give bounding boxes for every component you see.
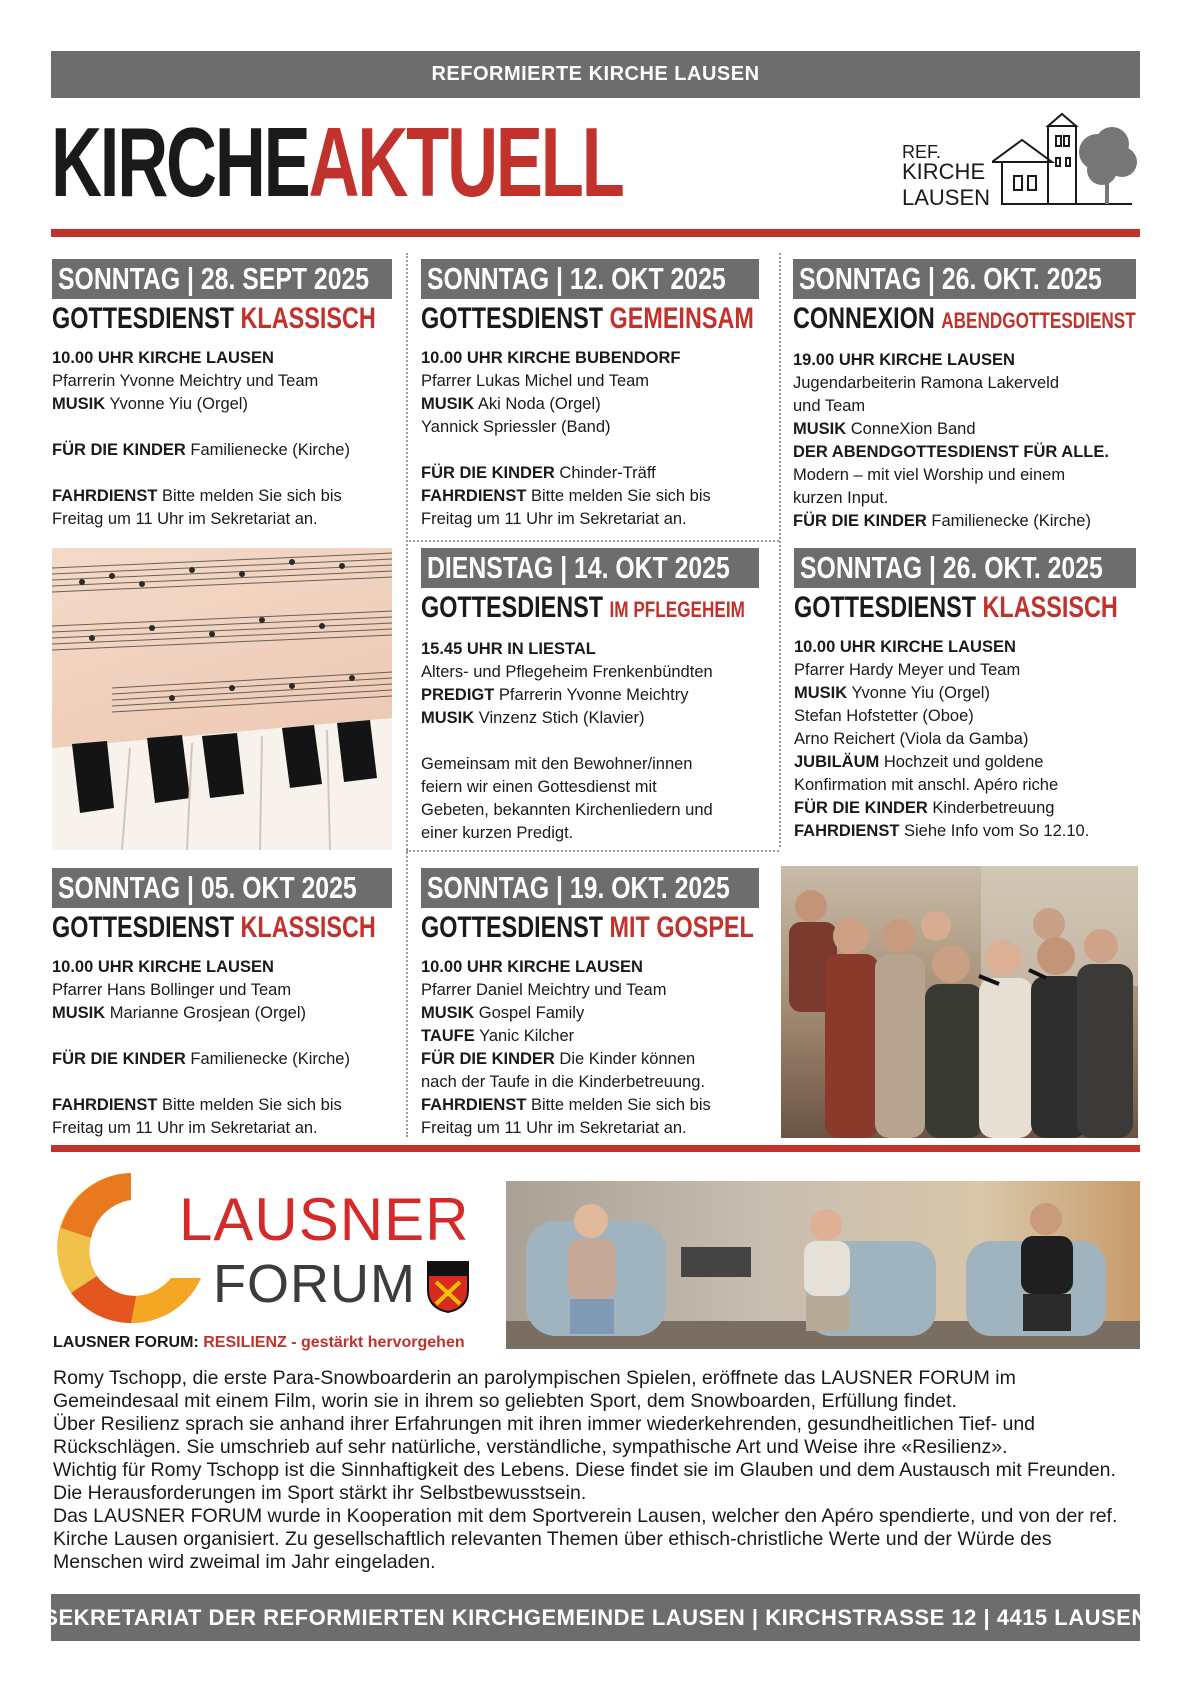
event-detail-text: Yanic Kilcher (474, 1027, 575, 1045)
event-detail-text: nach der Taufe in die Kinderbetreuung. (421, 1073, 706, 1091)
event-detail-line (52, 1048, 392, 1071)
event-detail-text: Modern – mit viel Worship und einem (793, 466, 1066, 484)
event-details (52, 956, 392, 1140)
event-detail-line (52, 1117, 392, 1140)
event-detail-line (794, 774, 1136, 797)
row-divider-lower (406, 850, 779, 852)
event-detail-line (52, 1002, 392, 1025)
event-title: GOTTESDIENST GEMEINSAM (421, 302, 754, 335)
event-detail-text: Arno Reichert (Viola da Gamba) (794, 730, 1029, 748)
event-detail-text: Bitte melden Sie sich bis (526, 1096, 711, 1114)
event-date: SONNTAG | 28. SEPT 2025 (52, 259, 392, 299)
event-detail-text: Marianne Grosjean (Orgel) (105, 1004, 306, 1022)
event-detail-line (794, 728, 1136, 751)
event-detail-text: Gebeten, bekannten Kirchenliedern und (421, 801, 713, 819)
event-detail-label: MUSIK (421, 709, 475, 727)
event-detail-text: Freitag um 11 Uhr im Sekretariat an. (421, 1119, 687, 1137)
event-detail-line (421, 776, 759, 799)
event-detail-line (421, 753, 759, 776)
title-part-kirche: KIRCHE (51, 107, 309, 217)
event-detail-label: 10.00 UHR KIRCHE LAUSEN (52, 349, 274, 367)
event-detail-text: Pfarrer Lukas Michel und Team (421, 372, 650, 390)
event-detail-text: Pfarrerin Yvonne Meichtry (494, 686, 689, 704)
event-detail-label: 10.00 UHR KIRCHE LAUSEN (794, 638, 1016, 656)
event-detail-label: FAHRDIENST (421, 1096, 527, 1114)
event-detail-label: MUSIK (794, 684, 848, 702)
event-title: GOTTESDIENST IM PFLEGEHEIM (421, 591, 745, 624)
event-date: SONNTAG | 19. OKT. 2025 (421, 868, 759, 908)
event-detail-label: FÜR DIE KINDER (52, 1050, 186, 1068)
event-detail-label: 10.00 UHR KIRCHE LAUSEN (52, 958, 274, 976)
event-detail-line (793, 441, 1136, 464)
header-banner (51, 51, 1140, 98)
event-detail-line (794, 797, 1136, 820)
event-date: SONNTAG | 05. OKT 2025 (52, 868, 392, 908)
event-detail-label: FAHRDIENST (794, 822, 900, 840)
event-detail-text: Pfarrer Daniel Meichtry und Team (421, 981, 667, 999)
event-detail-line (421, 799, 759, 822)
event-detail-label: PREDIGT (421, 686, 495, 704)
event-detail-text: Pfarrer Hans Bollinger und Team (52, 981, 292, 999)
event-detail-label: 10.00 UHR KIRCHE LAUSEN (421, 958, 643, 976)
event-details (793, 349, 1136, 533)
page-title (51, 107, 623, 217)
event-detail-label: FÜR DIE KINDER (52, 441, 186, 459)
event-detail-line (421, 638, 759, 661)
event-detail-line (421, 1094, 759, 1117)
event-card (421, 868, 759, 1140)
event-title: CONNEXION ABENDGOTTESDIENST (793, 302, 1136, 335)
event-detail-text: Yannick Spriessler (Band) (421, 418, 611, 436)
event-detail-line (421, 1048, 759, 1071)
piano-sheet-music-photo (52, 548, 392, 850)
event-detail-line (52, 956, 392, 979)
event-detail-line (52, 979, 392, 1002)
event-date: SONNTAG | 12. OKT 2025 (421, 259, 759, 299)
event-detail-text: Gospel Family (474, 1004, 585, 1022)
event-detail-line (52, 416, 392, 439)
event-card (794, 548, 1136, 843)
event-detail-line (421, 956, 759, 979)
event-detail-label: FAHRDIENST (52, 1096, 158, 1114)
event-detail-label: FÜR DIE KINDER (421, 1050, 555, 1068)
event-detail-line (421, 508, 759, 531)
event-detail-line (52, 485, 392, 508)
event-card (421, 548, 759, 845)
event-detail-line (794, 682, 1136, 705)
event-detail-line (794, 820, 1136, 843)
event-detail-label: FAHRDIENST (52, 487, 158, 505)
event-detail-line (52, 1071, 392, 1094)
event-detail-text: Die Kinder können (554, 1050, 696, 1068)
event-detail-text: Freitag um 11 Uhr im Sekretariat an. (52, 1119, 318, 1137)
event-detail-label: DER ABENDGOTTESDIENST FÜR ALLE. (793, 443, 1109, 461)
row-divider-middle (406, 540, 779, 542)
event-detail-label: MUSIK (52, 395, 106, 413)
event-detail-label: TAUFE (421, 1027, 475, 1045)
event-detail-line (794, 705, 1136, 728)
column-divider-left (406, 253, 408, 1137)
footer-banner (43, 1594, 1148, 1641)
event-detail-label: 19.00 UHR KIRCHE LAUSEN (793, 351, 1015, 369)
event-detail-text: Pfarrer Hardy Meyer und Team (794, 661, 1021, 679)
event-detail-line (421, 485, 759, 508)
event-card (52, 868, 392, 1140)
lausner-forum-logo (51, 1168, 481, 1328)
gospel-choir-photo (781, 866, 1138, 1138)
event-detail-line (421, 370, 759, 393)
event-detail-line (421, 462, 759, 485)
event-detail-text: Chinder-Träff (554, 464, 656, 482)
event-detail-line (794, 636, 1136, 659)
event-detail-text: Familienecke (Kirche) (185, 1050, 350, 1068)
event-detail-line (421, 822, 759, 845)
event-detail-line (793, 418, 1136, 441)
event-detail-line (421, 1002, 759, 1025)
event-detail-label: 15.45 UHR IN LIESTAL (421, 640, 596, 658)
event-date: SONNTAG | 26. OKT. 2025 (794, 548, 1136, 588)
event-detail-label: FÜR DIE KINDER (421, 464, 555, 482)
event-detail-text: feiern wir einen Gottesdienst mit (421, 778, 657, 796)
event-date: SONNTAG | 26. OKT. 2025 (793, 259, 1136, 299)
forum-caption: LAUSNER FORUM: RESILIENZ - gestärkt hervorgehen (53, 1334, 465, 1351)
event-date: DIENSTAG | 14. OKT 2025 (421, 548, 759, 588)
event-title: GOTTESDIENST KLASSISCH (52, 911, 376, 944)
event-detail-text: Freitag um 11 Uhr im Sekretariat an. (421, 510, 687, 528)
header-banner-text: REFORMIERTE KIRCHE LAUSEN (431, 63, 760, 85)
event-detail-line (421, 1025, 759, 1048)
forum-logo-forum-text: FORUM (213, 1254, 416, 1314)
event-detail-text: einer kurzen Predigt. (421, 824, 574, 842)
event-detail-label: MUSIK (793, 420, 847, 438)
event-detail-label: FÜR DIE KINDER (794, 799, 928, 817)
event-detail-line (421, 661, 759, 684)
event-detail-line (421, 1117, 759, 1140)
event-detail-label: 10.00 UHR KIRCHE BUBENDORF (421, 349, 681, 367)
event-detail-line (421, 1071, 759, 1094)
event-detail-text: Konfirmation mit anschl. Apéro riche (794, 776, 1059, 794)
event-detail-line (793, 510, 1136, 533)
event-detail-line (421, 684, 759, 707)
event-details (421, 956, 759, 1140)
event-detail-text: Bitte melden Sie sich bis (157, 1096, 342, 1114)
event-detail-line (52, 462, 392, 485)
event-detail-line (421, 416, 759, 439)
title-part-aktuell: AKTUELL (308, 107, 623, 217)
event-detail-line (52, 1025, 392, 1048)
event-detail-text: Familienecke (Kirche) (185, 441, 350, 459)
event-card (421, 259, 759, 531)
event-detail-label: MUSIK (421, 1004, 475, 1022)
event-detail-text: Aki Noda (Orgel) (474, 395, 601, 413)
forum-article-text (53, 1367, 1143, 1574)
event-detail-line (793, 372, 1136, 395)
event-detail-line (52, 1094, 392, 1117)
event-detail-text: Bitte melden Sie sich bis (157, 487, 342, 505)
event-detail-label: JUBILÄUM (794, 753, 880, 771)
event-card (52, 259, 392, 531)
event-detail-text: Yvonne Yiu (Orgel) (105, 395, 248, 413)
event-detail-line (793, 487, 1136, 510)
church-logo (902, 112, 1142, 212)
header-divider (51, 229, 1140, 237)
event-detail-line (794, 659, 1136, 682)
event-detail-text: Pfarrerin Yvonne Meichtry und Team (52, 372, 319, 390)
event-detail-text: Kinderbetreuung (927, 799, 1055, 817)
logo-ref-text: REF. (902, 142, 942, 162)
footer-text: SEKRETARIAT DER REFORMIERTEN KIRCHGEMEINDE LAUSEN | KIRCHSTRASSE 12 | 4415 LAUSEN (43, 1604, 1148, 1630)
event-detail-line (52, 508, 392, 531)
event-detail-label: FÜR DIE KINDER (793, 512, 927, 530)
event-detail-text: Stefan Hofstetter (Oboe) (794, 707, 974, 725)
event-title: GOTTESDIENST KLASSISCH (52, 302, 376, 335)
event-details (794, 636, 1136, 843)
forum-paragraph: Das LAUSNER FORUM wurde in Kooperation mit dem Sportverein Lausen, welcher den Apéro spendierte, und von der ref. Kirche Lausen organisiert. Zu gesellschaftlich relevanten Themen über ethisch-christliche Werte und der Würde des Menschen wird zweimal im Jahr eingeladen. (53, 1505, 1118, 1573)
event-detail-text: kurzen Input. (793, 489, 889, 507)
event-detail-text: und Team (793, 397, 866, 415)
event-detail-line (421, 707, 759, 730)
column-divider-right (779, 253, 781, 847)
event-detail-text: Hochzeit und goldene (879, 753, 1044, 771)
event-detail-label: MUSIK (421, 395, 475, 413)
logo-kirche-text: KIRCHE (902, 159, 986, 184)
event-detail-line (793, 349, 1136, 372)
event-detail-text: Yvonne Yiu (Orgel) (847, 684, 990, 702)
event-detail-line (794, 751, 1136, 774)
event-detail-line (52, 370, 392, 393)
event-title: GOTTESDIENST KLASSISCH (794, 591, 1118, 624)
event-detail-text: Gemeinsam mit den Bewohner/innen (421, 755, 693, 773)
event-card (793, 259, 1136, 533)
event-detail-text: Siehe Info vom So 12.10. (899, 822, 1090, 840)
event-detail-text: Familienecke (Kirche) (926, 512, 1091, 530)
event-detail-line (421, 979, 759, 1002)
event-detail-text: ConneXion Band (846, 420, 976, 438)
event-details (421, 638, 759, 845)
event-detail-text: Alters- und Pflegeheim Frenkenbündten (421, 663, 713, 681)
event-detail-text: Vinzenz Stich (Klavier) (474, 709, 645, 727)
event-detail-text: Jugendarbeiterin Ramona Lakerveld (793, 374, 1059, 392)
event-details (52, 347, 392, 531)
event-detail-line (421, 347, 759, 370)
event-detail-label: FAHRDIENST (421, 487, 527, 505)
event-detail-line (52, 439, 392, 462)
event-detail-line (52, 347, 392, 370)
event-detail-line (421, 439, 759, 462)
forum-logo-lausner-text: LAUSNER (179, 1186, 470, 1253)
event-detail-label: MUSIK (52, 1004, 106, 1022)
forum-panel-photo (506, 1181, 1140, 1349)
event-detail-text: Bitte melden Sie sich bis (526, 487, 711, 505)
event-detail-line (793, 464, 1136, 487)
event-detail-line (52, 393, 392, 416)
event-detail-text: Freitag um 11 Uhr im Sekretariat an. (52, 510, 318, 528)
event-title: GOTTESDIENST MIT GOSPEL (421, 911, 754, 944)
event-details (421, 347, 759, 531)
event-detail-line (421, 730, 759, 753)
forum-paragraph: Über Resilienz sprach sie anhand ihrer Erfahrungen mit ihren immer wiederkehrenden, gesundheitlichen Tief- und Rückschlägen. Sie umschrieb auf sehr natürliche, verständliche, sympathische Art und Weise ihre «Resilienz». (53, 1413, 1036, 1458)
forum-paragraph: Wichtig für Romy Tschopp ist die Sinnhaftigkeit des Lebens. Diese findet sie im Glauben und dem Austausch mit Freunden. Die Herausforderungen im Sport stärkt ihr Selbstbewusstsein. (53, 1459, 1116, 1504)
church-building-icon (992, 112, 1142, 208)
forum-paragraph: Romy Tschopp, die erste Para-Snowboarderin an parolympischen Spielen, eröffnete das LAUSNER FORUM im Gemeindesaal mit einem Film, worin sie in ihrem so geliebten Sport, dem Snowboarden, Erfüllung findet. (53, 1367, 1016, 1412)
event-detail-line (793, 395, 1136, 418)
forum-divider (51, 1145, 1140, 1152)
event-detail-line (421, 393, 759, 416)
lausen-coat-of-arms-icon (426, 1260, 470, 1314)
logo-lausen-text: LAUSEN (902, 185, 991, 210)
